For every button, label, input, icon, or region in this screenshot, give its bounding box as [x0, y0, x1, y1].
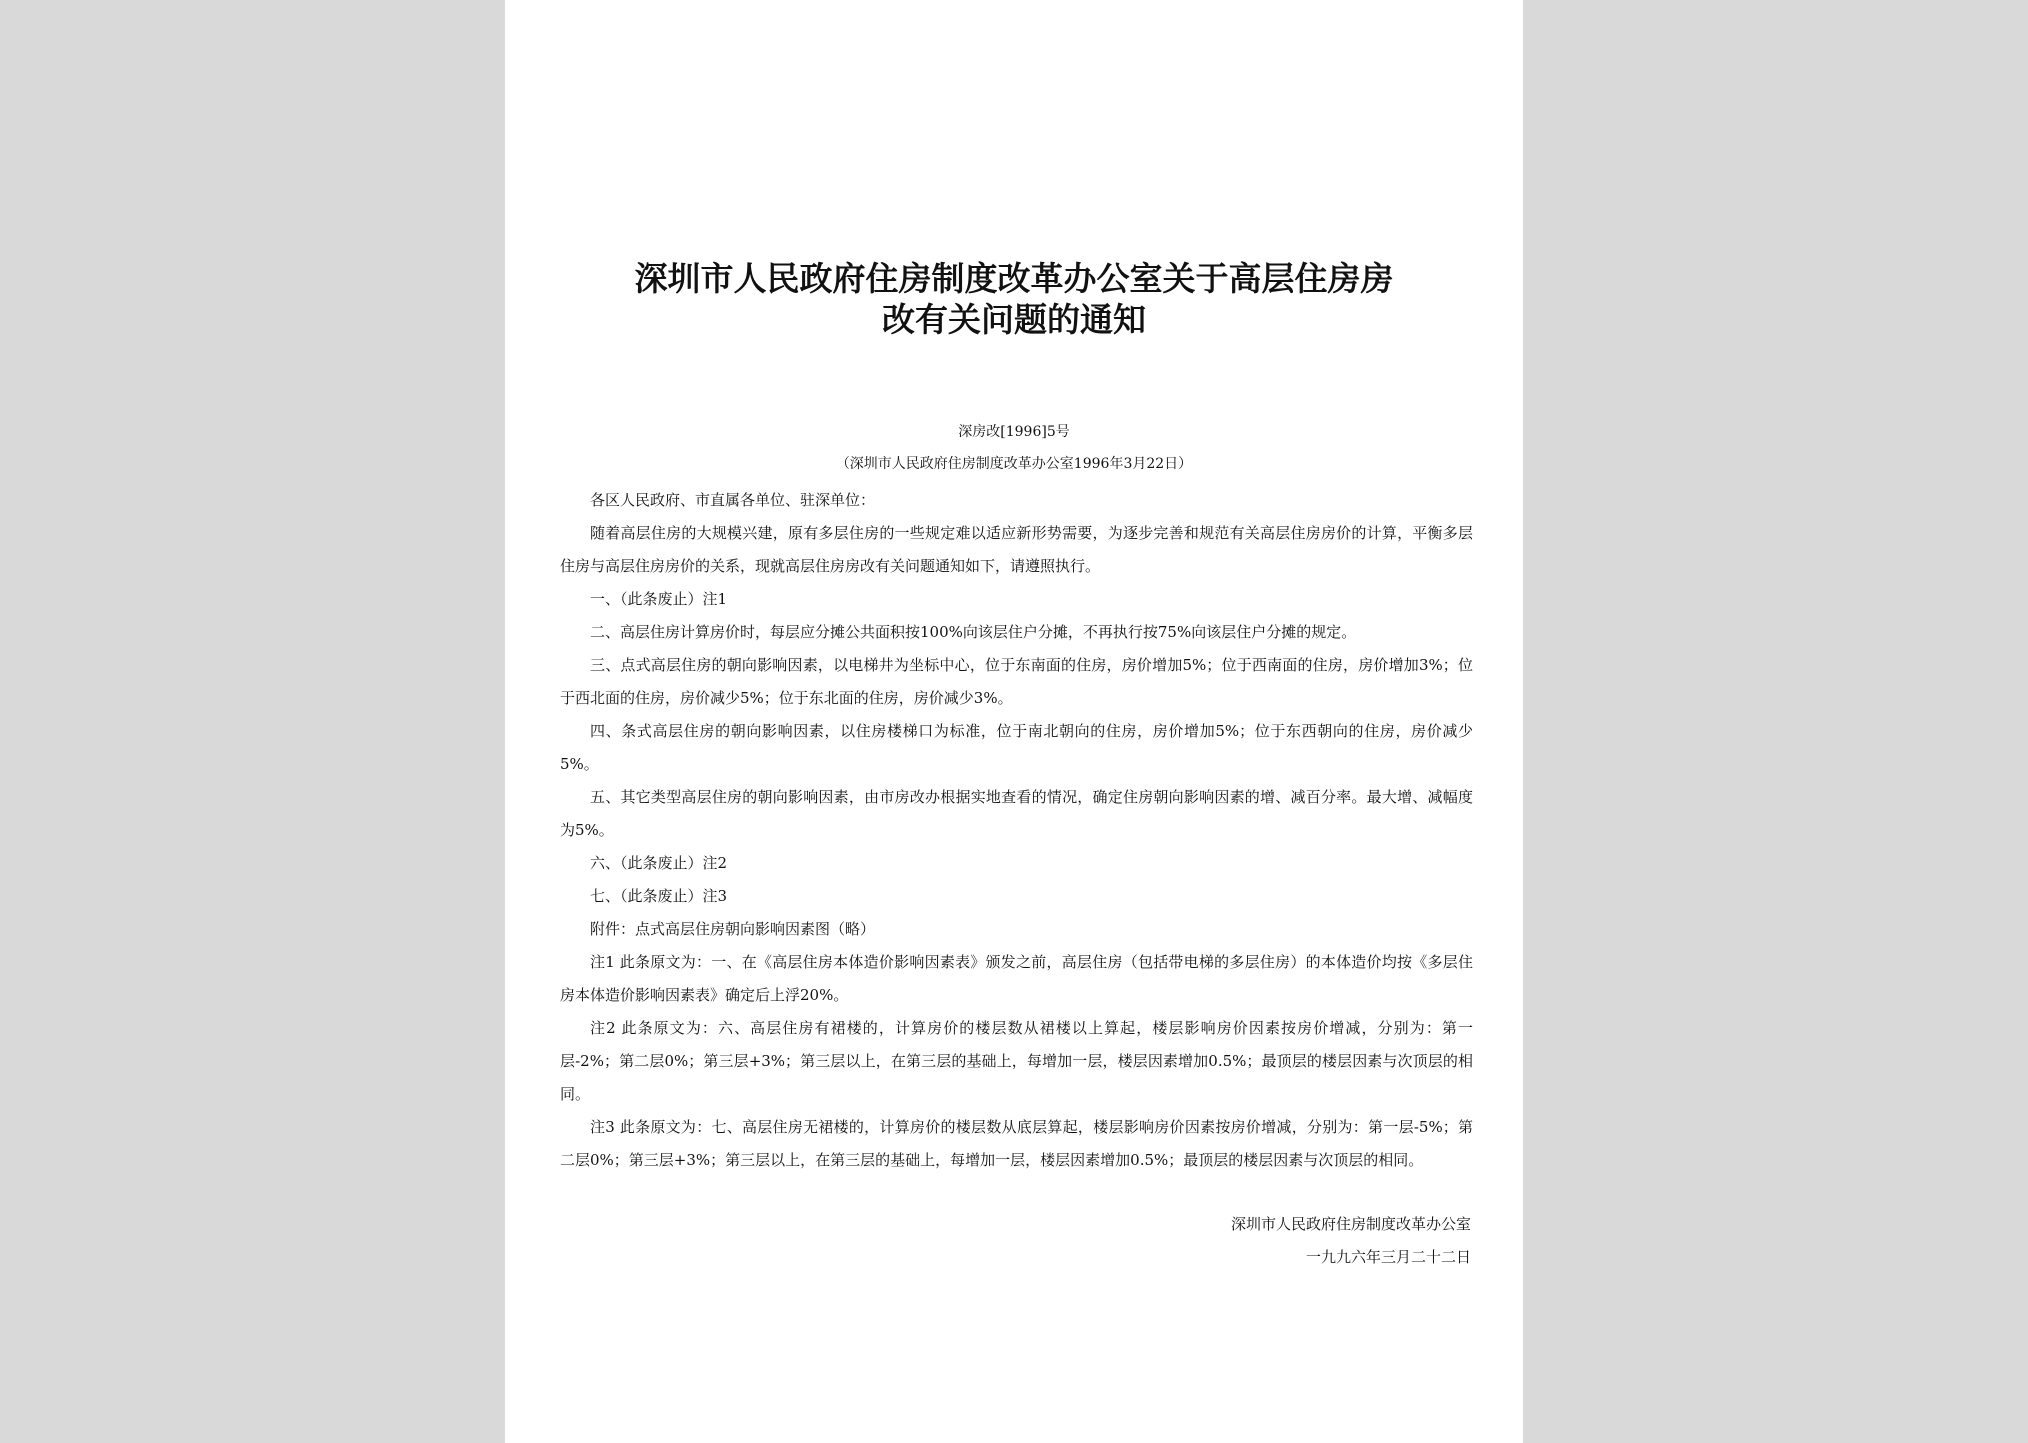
paragraph-item-4: 四、条式高层住房的朝向影响因素，以住房楼梯口为标准，位于南北朝向的住房，房价增加5%；位于东西朝向的住房，房价减少5%。 — [560, 722, 1473, 773]
document-body — [560, 484, 1473, 1177]
signature-organization: 深圳市人民政府住房制度改革办公室 — [1230, 1215, 1471, 1233]
addressee: 各区人民政府、市直属各单位、驻深单位： — [590, 491, 876, 509]
paragraph-preamble: 随着高层住房的大规模兴建，原有多层住房的一些规定难以适应新形势需要，为逐步完善和规范有关高层住房房价的计算，平衡多层住房与高层住房房价的关系，现就高层住房房改有关问题通知如下，请遵照执行。 — [560, 524, 1473, 575]
paragraph-note-1: 注1 此条原文为：一、在《高层住房本体造价影响因素表》颁发之前，高层住房（包括带电梯的多层住房）的本体造价均按《多层住房本体造价影响因素表》确定后上浮20%。 — [560, 953, 1473, 1004]
title-line-2: 改有关问题的通知 — [882, 300, 1146, 339]
title-line-1: 深圳市人民政府住房制度改革办公室关于高层住房房 — [634, 259, 1394, 298]
signature-date: 一九九六年三月二十二日 — [1305, 1248, 1471, 1266]
paragraph-item-3: 三、点式高层住房的朝向影响因素，以电梯井为坐标中心，位于东南面的住房，房价增加5%；位于西南面的住房，房价增加3%；位于西北面的住房，房价减少5%；位于东北面的住房，房价减少3%。 — [560, 656, 1473, 707]
document-page — [505, 0, 1523, 1443]
signature-block — [1231, 1208, 1471, 1274]
document-number: 深房改[1996]5号 — [958, 424, 1070, 440]
document-title — [585, 258, 1443, 340]
paragraph-item-5: 五、其它类型高层住房的朝向影响因素，由市房改办根据实地查看的情况，确定住房朝向影响因素的增、减百分率。最大增、减幅度为5%。 — [560, 788, 1473, 839]
paragraph-note-2: 注2 此条原文为：六、高层住房有裙楼的，计算房价的楼层数从裙楼以上算起，楼层影响房价因素按房价增减，分别为：第一层-2%；第二层0%；第三层+3%；第三层以上，在第三层的基础上，每增加一层，楼层因素增加0.5%；最顶层的楼层因素与次顶层的相同。 — [560, 1019, 1473, 1103]
paragraph-item-7: 七、（此条废止）注3 — [590, 887, 728, 905]
paragraph-item-6: 六、（此条废止）注2 — [590, 854, 728, 872]
paragraph-item-1: 一、（此条废止）注1 — [590, 590, 728, 608]
issuer-date-line: （深圳市人民政府住房制度改革办公室1996年3月22日） — [835, 456, 1193, 472]
paragraph-attachment: 附件：点式高层住房朝向影响因素图（略） — [590, 920, 876, 938]
paragraph-note-3: 注3 此条原文为：七、高层住房无裙楼的，计算房价的楼层数从底层算起，楼层影响房价因素按房价增减，分别为：第一层-5%；第二层0%；第三层+3%；第三层以上，在第三层的基础上，每增加一层，楼层因素增加0.5%；最顶层的楼层因素与次顶层的相同。 — [560, 1118, 1473, 1169]
paragraph-item-2: 二、高层住房计算房价时，每层应分摊公共面积按100%向该层住户分摊，不再执行按75%向该层住户分摊的规定。 — [590, 623, 1357, 641]
